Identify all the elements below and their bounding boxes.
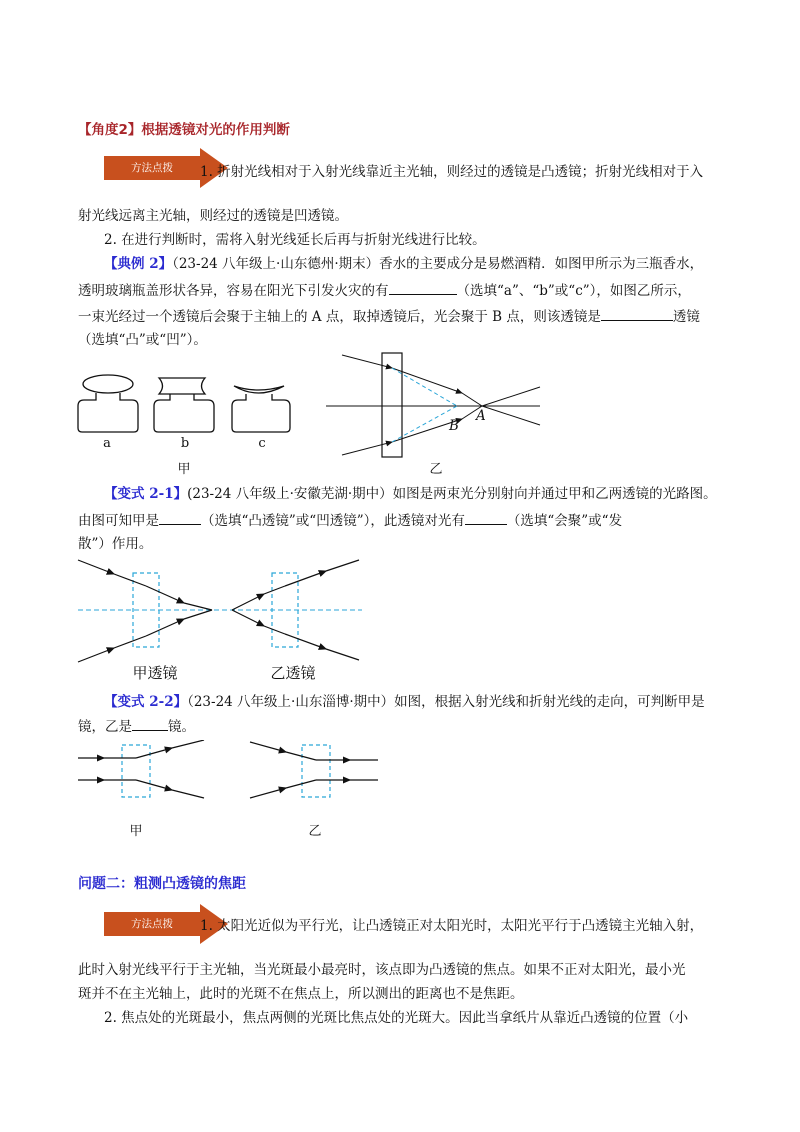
meniscus-cap-icon [234,386,284,393]
example-line2 [78,280,728,301]
variant1-text2c: （选填“会聚”或“发 [506,513,623,529]
example-text2b: （选填“a”、“b”或“c”），如图乙所示， [456,283,691,299]
section-heading-angle2: 【角度2】根据透镜对光的作用判断 [78,122,290,138]
answer-blank[interactable] [159,510,201,525]
variant1-text2a: 由图可知甲是 [78,513,159,529]
point-a-label: A [476,408,486,424]
example-text3: 一束光经过一个透镜后会聚于主轴上的 A 点，取掉透镜后，光会聚于 B 点，则该透镜是 [78,309,601,325]
variant1-text2b: （选填“凸透镜”或“凹透镜”），此透镜对光有 [201,513,465,529]
variant1-label: 【变式 2-1】 [104,486,188,502]
lens-convergence-figure [322,350,547,460]
method-tag-label: 方法点拨 [131,918,173,930]
example-line4: （选填“凸”或“凹”）。 [78,332,207,348]
section-heading-problem2: 问题二：粗测凸透镜的焦距 [78,876,246,892]
bottle-a-body-icon [78,393,138,432]
method2-line2: 此时入射光线平行于主光轴，当光斑最小最亮时，该点即为凸透镜的焦点。如果不正对太阳光，最小光 [78,962,686,978]
answer-blank[interactable] [132,716,168,731]
point-b-label: B [449,418,459,434]
lens-ray-figure [74,740,384,802]
figure-caption-yi: 乙 [429,462,443,477]
variant2-line2 [78,716,728,737]
example-text1: （23-24 八年级上·山东德州·期末）香水的主要成分是易燃酒精．如图甲所示为三瓶香水， [172,256,704,272]
method1-line2: 射光线远离主光轴，则经过的透镜是凹透镜。 [78,208,348,224]
variant1-text1: (23-24 八年级上·安徽芜湖·期中）如图是两束光分别射向并通过甲和乙两透镜的光路图。 [187,486,717,502]
example-text2a: 透明玻璃瓶盖形状各异，容易在阳光下引发火灾的有 [78,283,389,299]
answer-blank[interactable] [601,306,673,321]
variant1-line2 [78,510,728,531]
bottle-label-b: b [180,436,190,451]
caption-jia-lens: 甲透镜 [132,664,178,682]
example-line3 [78,306,728,327]
convex-cap-icon [83,375,133,393]
bottle-b-body-icon [154,394,214,432]
answer-blank[interactable] [389,280,457,295]
caption-jia: 甲 [129,824,143,839]
two-lenses-figure [74,556,369,666]
variant2-label: 【变式 2-2】 [104,694,188,710]
bottle-label-c: c [258,436,266,451]
method2-line3: 斑并不在主光轴上，此时的光斑不在焦点上，所以测出的距离也不是焦距。 [78,986,524,1002]
example-text3b: 透镜 [672,309,700,325]
method2-line1: 1. 太阳光近似为平行光，让凸透镜正对太阳光时，太阳光平行于凸透镜主光轴入射， [200,918,704,934]
answer-blank[interactable] [465,510,507,525]
caption-yi: 乙 [308,824,322,839]
variant2-text2a: 镜，乙是 [78,719,132,735]
variant2-text2b: 镜。 [168,719,195,735]
variant1-line1 [104,484,754,504]
perfume-bottles-figure [74,370,304,445]
example-line1 [104,254,754,274]
figure-caption-jia: 甲 [177,462,191,477]
method1-line3: 2. 在进行判断时，需将入射光线延长后再与折射光线进行比较。 [104,232,486,248]
variant2-text1: （23-24 八年级上·山东淄博·期中）如图，根据入射光线和折射光线的走向，可判断甲是 [187,694,705,710]
variant2-line1 [104,692,754,712]
method2-line4: 2. 焦点处的光斑最小，焦点两侧的光斑比焦点处的光斑大。因此当拿纸片从靠近凸透镜的位置（小 [104,1010,689,1026]
caption-yi-lens: 乙透镜 [270,664,316,682]
bottle-c-body-icon [232,394,290,432]
variant1-line3: 散”）作用。 [78,536,153,552]
box-jia [122,745,150,797]
box-yi [302,745,330,797]
method-tag-label: 方法点拨 [131,162,173,174]
example-label: 【典例 2】 [104,256,173,272]
bottle-label-a: a [103,436,111,451]
method1-line1: 1. 折射光线相对于入射光线靠近主光轴，则经过的透镜是凸透镜；折射光线相对于入 [200,164,704,180]
concave-cap-icon [159,378,205,394]
lens-box [382,353,402,457]
